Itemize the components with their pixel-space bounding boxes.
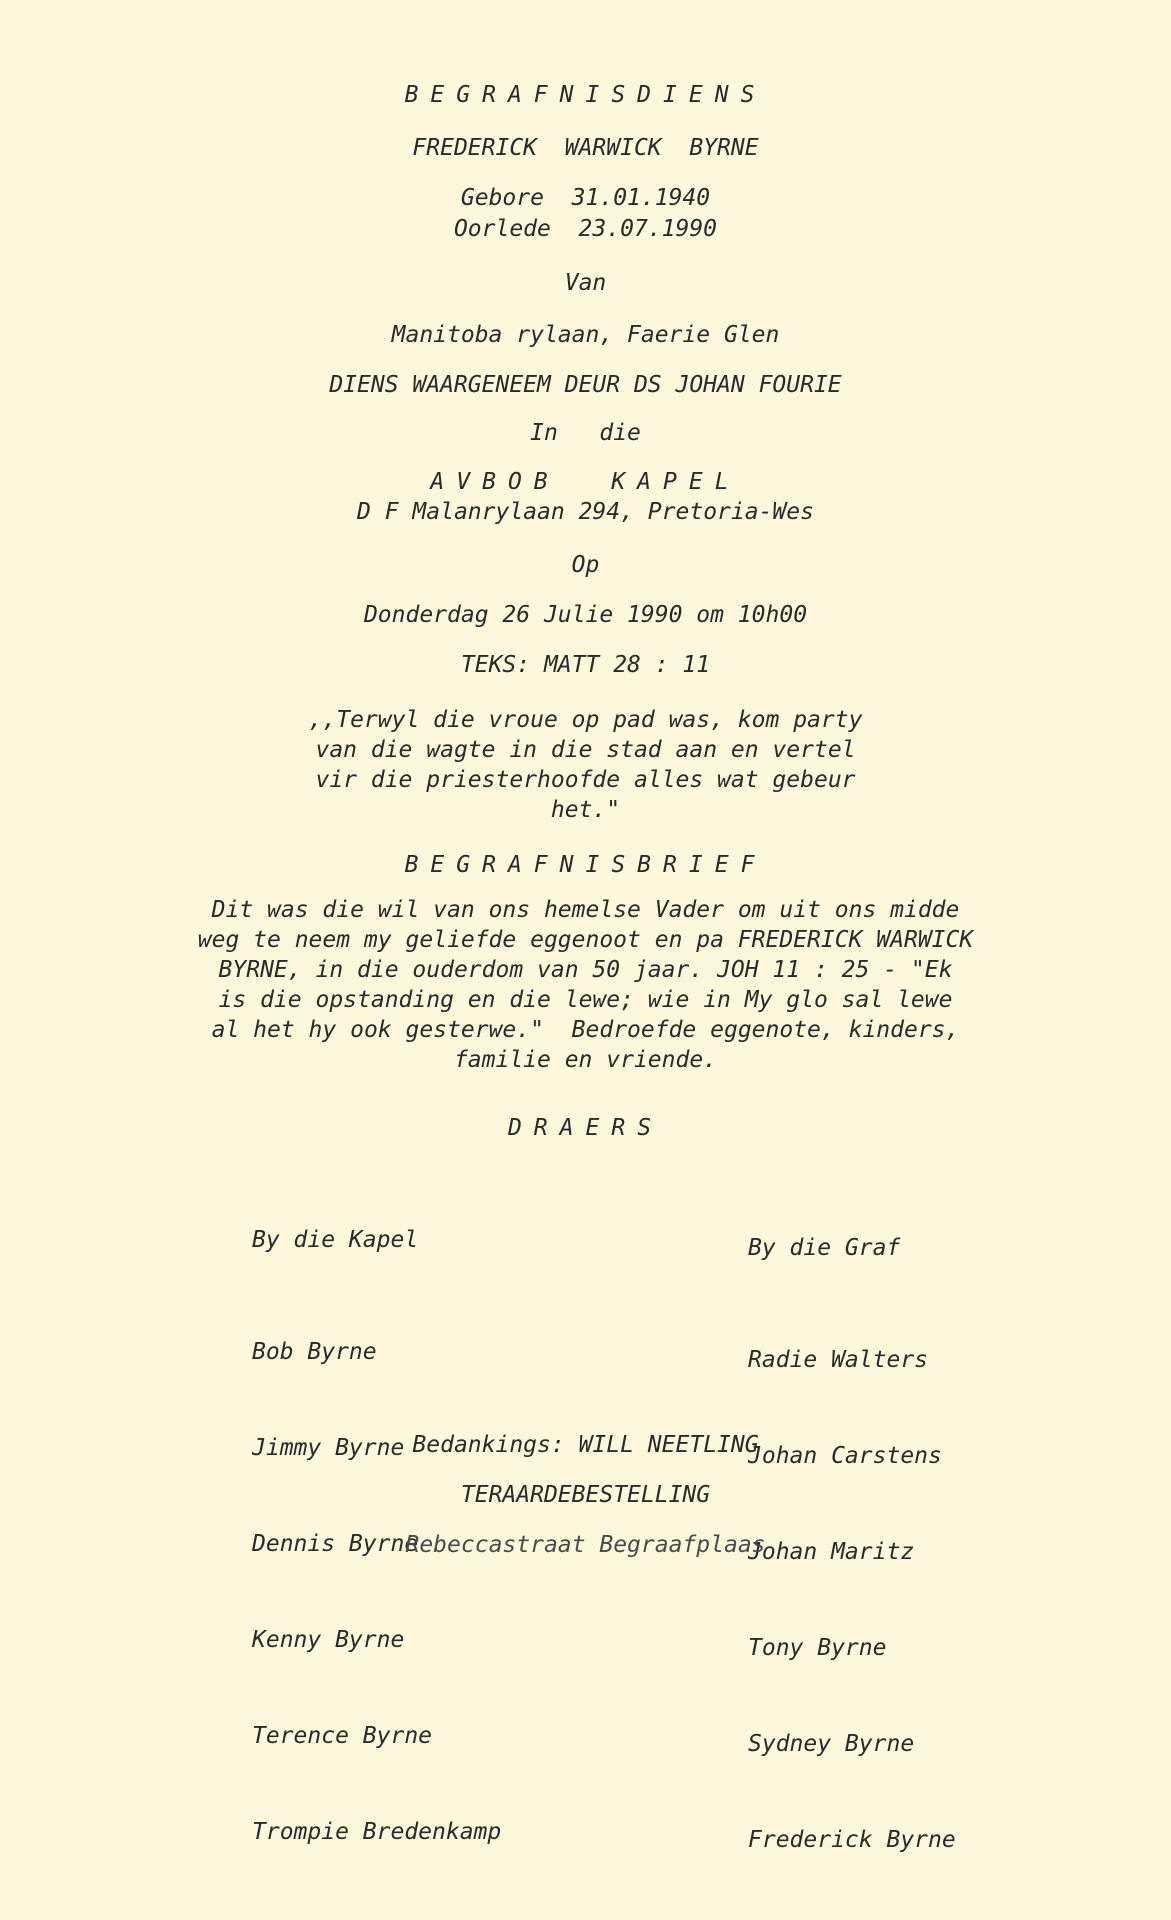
burial-heading: TERAARDEBESTELLING [460, 1482, 711, 1508]
van-label: Van [564, 270, 607, 296]
scripture-reference: TEKS: MATT 28 : 11 [460, 652, 711, 678]
home-address: Manitoba rylaan, Faerie Glen [391, 322, 780, 348]
scripture-line: het." [550, 797, 621, 823]
birth-date: Gebore 31.01.1940 [460, 185, 711, 211]
scripture-line: vir die priesterhoofde alles wat gebeur [315, 767, 856, 793]
bearer-name: Sydney Byrne [748, 1731, 915, 1757]
letter-line: BYRNE, in die ouderdom van 50 jaar. JOH 11 : 25 - "Ek [218, 957, 953, 983]
bearer-name: Dennis Byrne [252, 1531, 419, 1557]
letter-line: is die opstanding en die lewe; wie in My glo sal lewe [218, 987, 953, 1013]
letter-line: al het hy ook gesterwe." Bedroefde eggenote, kinders, [211, 1017, 960, 1043]
officiant: DIENS WAARGENEEM DEUR DS JOHAN FOURIE [329, 372, 842, 398]
deceased-name: FREDERICK WARWICK BYRNE [412, 135, 759, 161]
bearer-name: Tony Byrne [748, 1635, 887, 1661]
scripture-line: ,,Terwyl die vroue op pad was, kom party [308, 707, 863, 733]
op-label: Op [571, 552, 600, 578]
bearer-name: Frederick Byrne [748, 1827, 956, 1853]
service-date-time: Donderdag 26 Julie 1990 om 10h00 [363, 602, 808, 628]
bearer-name: Terence Byrne [252, 1723, 433, 1749]
bearer-name: Bob Byrne [252, 1339, 377, 1365]
bearer-name: Johan Maritz [748, 1539, 915, 1565]
venue-name: AVBOB KAPEL [430, 469, 741, 495]
bearer-name: Jimmy Byrne [252, 1435, 405, 1461]
scripture-line: van die wagte in die stad aan en vertel [315, 737, 856, 763]
bearer-name: Johan Carstens [748, 1443, 942, 1469]
letter-heading: BEGRAFNISBRIEF [404, 852, 767, 878]
thanks-line: Bedankings: WILL NEETLING [412, 1432, 759, 1458]
chapel-bearers-label: By die Kapel [252, 1227, 419, 1253]
document-heading: BEGRAFNISDIENS [404, 82, 767, 108]
bearer-name: Trompie Bredenkamp [252, 1819, 502, 1845]
letter-line: Dit was die wil van ons hemelse Vader om uit ons midde [211, 897, 960, 923]
bearer-name: Kenny Byrne [252, 1627, 405, 1653]
letter-line: weg te neem my geliefde eggenoot en pa FREDERICK WARWICK [197, 927, 974, 953]
death-date: Oorlede 23.07.1990 [453, 216, 718, 242]
bearer-name: Radie Walters [748, 1347, 929, 1373]
in-die-label: In die [530, 420, 641, 446]
letter-line: familie en vriende. [453, 1047, 718, 1073]
venue-address: D F Malanrylaan 294, Pretoria-Wes [357, 499, 814, 525]
bearers-heading: DRAERS [507, 1115, 664, 1141]
cemetery-name: Rebeccastraat Begraafplaas [405, 1532, 766, 1558]
grave-bearers-label: By die Graf [748, 1235, 901, 1261]
